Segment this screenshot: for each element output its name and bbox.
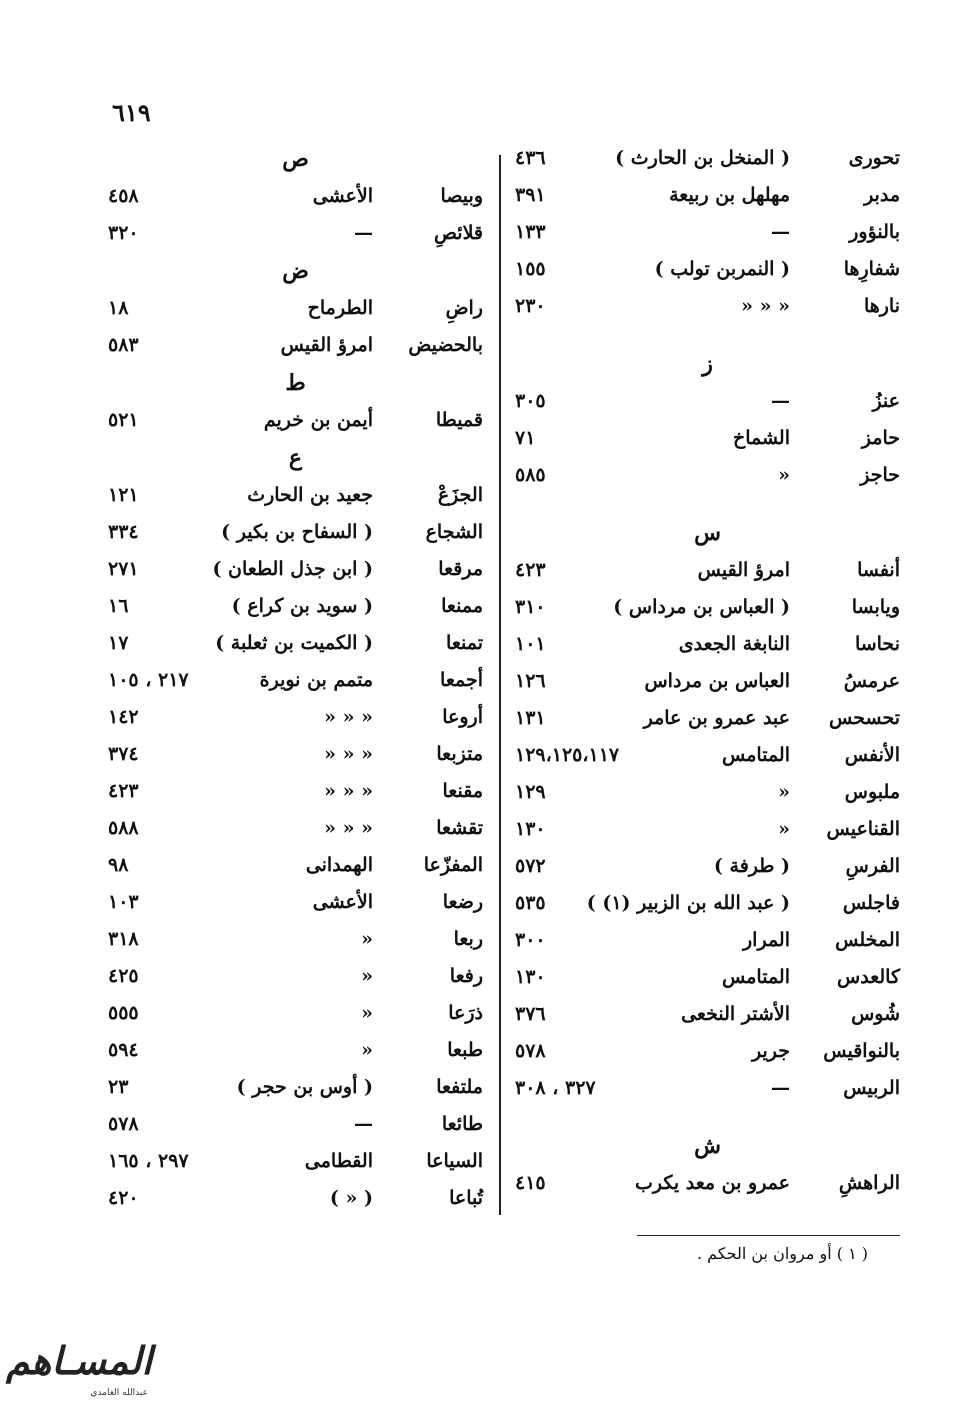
rhyme-word: الجزَعْ — [437, 484, 483, 506]
page-reference: ٧١ — [515, 427, 536, 449]
poet-name: عمرو بن معد يكرب — [634, 1172, 790, 1194]
page-reference: ٣٠٠ — [515, 929, 546, 951]
poet-name: متمم بن نويرة — [259, 669, 373, 691]
section-letter: ط — [285, 370, 306, 396]
rhyme-word: شُوس — [851, 1003, 900, 1025]
index-entry — [515, 457, 900, 494]
page-reference: ١٣٣ — [515, 221, 546, 243]
section-letter: ع — [288, 445, 303, 471]
poet-name: المتامس — [722, 966, 790, 988]
section-letter: ز — [702, 351, 713, 377]
index-entry — [515, 288, 900, 325]
index-entry — [108, 773, 483, 810]
index-entry — [108, 699, 483, 736]
rhyme-word: ملبوس — [844, 781, 900, 803]
page-reference: ٢١٧ ، ١٠٥ — [108, 669, 189, 691]
footnote-rule — [637, 1235, 900, 1236]
rhyme-word: مدبر — [864, 184, 900, 206]
poet-name: — — [354, 222, 373, 244]
page-reference: ١٤٢ — [108, 706, 139, 728]
index-entry — [515, 1070, 900, 1107]
page-reference: ٣١٠ — [515, 596, 546, 618]
poet-name: العباس بن مرداس — [644, 670, 790, 692]
rhyme-word: ربعا — [453, 928, 483, 950]
index-entry — [108, 1032, 483, 1069]
section-letter: ص — [282, 146, 309, 172]
index-entry — [515, 140, 900, 177]
page-reference: ٤٢٣ — [108, 780, 139, 802]
poet-name: « — [361, 965, 373, 987]
page-reference: ١٠٣ — [108, 891, 139, 913]
index-entry — [515, 700, 900, 737]
index-entry — [108, 1143, 483, 1180]
rhyme-word: بالنؤور — [849, 221, 900, 243]
index-entry — [108, 884, 483, 921]
index-entry — [108, 477, 483, 514]
poet-name: ( سويد بن كراع ) — [231, 595, 373, 617]
index-entry — [515, 251, 900, 288]
index-entry — [515, 922, 900, 959]
section-gap — [515, 325, 900, 345]
index-entry — [108, 215, 483, 252]
page-reference: ٢٣٠ — [515, 295, 546, 317]
index-entry — [515, 959, 900, 996]
page-reference: ١٠١ — [515, 633, 546, 655]
rhyme-word: أروعا — [442, 706, 483, 728]
poet-name: امرؤ القيس — [280, 334, 373, 356]
index-entry — [515, 996, 900, 1033]
rhyme-word: متزبعا — [436, 743, 483, 765]
poet-name: المرار — [743, 929, 790, 951]
section-letter: ض — [282, 258, 309, 284]
poet-name: ( السفاح بن بكير ) — [221, 521, 373, 543]
index-entry — [515, 1033, 900, 1070]
rhyme-word: تقشعا — [436, 817, 483, 839]
poet-name: المتامس — [722, 744, 790, 766]
page-reference: ٣١٨ — [108, 928, 139, 950]
page-reference: ٣٣٤ — [108, 521, 139, 543]
index-entry — [108, 810, 483, 847]
rhyme-word: نارها — [863, 295, 900, 317]
index-entry — [515, 383, 900, 420]
rhyme-word: حاجز — [860, 464, 900, 486]
rhyme-word: نحاسا — [854, 633, 900, 655]
stamp-main-text: المسـاهم — [5, 1338, 152, 1383]
poet-name: « « « — [324, 780, 373, 802]
page-reference: ٤٥٨ — [108, 185, 139, 207]
index-entry — [515, 811, 900, 848]
page-reference: ٣٠٥ — [515, 390, 546, 412]
page-reference: ٥٧٢ — [515, 855, 546, 877]
poet-name: « — [361, 1002, 373, 1024]
poet-name: ( أوس بن حجر ) — [236, 1076, 373, 1098]
rhyme-word: تحسحس — [829, 707, 900, 729]
poet-name: امرؤ القيس — [697, 559, 790, 581]
page-reference: ٩٨ — [108, 854, 129, 876]
index-entry — [108, 847, 483, 884]
page-reference: ٥٥٥ — [108, 1002, 139, 1024]
index-entry — [515, 774, 900, 811]
page-reference: ٣٧٦ — [515, 1003, 546, 1025]
poet-name: — — [771, 390, 790, 412]
page-reference: ٣٢٧ ، ٣٠٨ — [515, 1077, 596, 1099]
rhyme-word: مرقعا — [438, 558, 483, 580]
index-entry — [108, 514, 483, 551]
page-number: ٦١٩ — [112, 98, 151, 127]
poet-name: « — [778, 464, 790, 486]
poet-name: الأعشى — [312, 185, 373, 207]
page-reference: ٥٨٨ — [108, 817, 139, 839]
page-reference: ٣٩١ — [515, 184, 546, 206]
rhyme-word: ممنعا — [441, 595, 483, 617]
section-gap — [515, 494, 900, 514]
page-reference: ١٢٦ — [515, 670, 546, 692]
column-divider — [499, 155, 501, 1215]
rhyme-word: أنفسا — [857, 559, 900, 581]
page-reference: ٤١٥ — [515, 1172, 546, 1194]
rhyme-word: تحورى — [848, 147, 900, 169]
rhyme-word: طبعا — [447, 1039, 483, 1061]
poet-name: ( طرفة ) — [713, 855, 790, 877]
library-stamp — [5, 1338, 160, 1408]
poet-name: « « « — [324, 743, 373, 765]
page-reference: ١٥٥ — [515, 258, 546, 280]
page-reference: ٢٩٧ ، ١٦٥ — [108, 1150, 189, 1172]
rhyme-word: عرمسُ — [843, 670, 900, 692]
rhyme-word: الأنفس — [844, 744, 900, 766]
poet-name: الشماخ — [732, 427, 790, 449]
poet-name: ( العباس بن مرداس ) — [613, 596, 790, 618]
poet-name: ( « ) — [329, 1187, 373, 1209]
rhyme-word: مقنعا — [442, 780, 483, 802]
page-reference: ٣٧٤ — [108, 743, 139, 765]
poet-name: الطرماح — [307, 297, 373, 319]
index-entry — [515, 1165, 900, 1202]
page-reference: ٤٢٥ — [108, 965, 139, 987]
rhyme-word: رفعا — [449, 965, 483, 987]
rhyme-word: الفرسِ — [845, 855, 900, 877]
section-gap — [515, 1107, 900, 1127]
page-reference: ١٢١ — [108, 484, 139, 506]
rhyme-word: ملتفعا — [436, 1076, 483, 1098]
stamp-sub-text: عبدالله الغامدي — [90, 1388, 148, 1398]
index-entry — [108, 995, 483, 1032]
rhyme-word: تُباعا — [449, 1187, 483, 1209]
poet-name: « — [778, 818, 790, 840]
page-reference: ٢٣ — [108, 1076, 129, 1098]
page-reference: ١٢٩،١٢٥،١١٧ — [515, 744, 620, 766]
rhyme-word: المخلس — [835, 929, 900, 951]
index-entry — [108, 551, 483, 588]
index-entry — [515, 420, 900, 457]
rhyme-word: شفارِها — [843, 258, 900, 280]
page-reference: ٣٢٠ — [108, 222, 139, 244]
index-entry — [108, 1180, 483, 1217]
poet-name: « « « — [324, 817, 373, 839]
rhyme-word: عنزُ — [872, 390, 900, 412]
rhyme-word: كالعدس — [837, 966, 900, 988]
page-reference: ٥٣٥ — [515, 892, 546, 914]
page-reference: ١٢٩ — [515, 781, 546, 803]
poet-name: ( المنخل بن الحارث ) — [615, 147, 790, 169]
rhyme-word: راضِ — [445, 297, 483, 319]
page-reference: ٥٧٨ — [515, 1040, 546, 1062]
index-entry — [515, 663, 900, 700]
poet-name: أيمن بن خريم — [263, 409, 373, 431]
rhyme-word: حامز — [861, 427, 900, 449]
poet-name: ( الكميت بن ثعلبة ) — [215, 632, 373, 654]
poet-name: الأشتر النخعى — [681, 1003, 790, 1025]
page-reference: ٤٣٦ — [515, 147, 546, 169]
index-entry — [108, 958, 483, 995]
rhyme-word: المفزّعا — [423, 854, 483, 876]
rhyme-word: وبيصا — [440, 185, 483, 207]
page-reference: ١٣١ — [515, 707, 546, 729]
index-entry — [108, 327, 483, 364]
index-entry — [515, 214, 900, 251]
rhyme-word: الربيس — [843, 1077, 900, 1099]
page-reference: ٥٧٨ — [108, 1113, 139, 1135]
page-reference: ١٨ — [108, 297, 129, 319]
page-reference: ٥٩٤ — [108, 1039, 139, 1061]
poet-name: الأعشى — [312, 891, 373, 913]
poet-name: ( النمربن تولب ) — [654, 258, 790, 280]
poet-name: — — [771, 221, 790, 243]
rhyme-word: الشجاع — [425, 521, 483, 543]
index-entry — [108, 290, 483, 327]
index-entry — [515, 589, 900, 626]
page-reference: ٢٧١ — [108, 558, 139, 580]
page-reference: ٥٢١ — [108, 409, 139, 431]
index-entry — [515, 885, 900, 922]
poet-name: — — [354, 1113, 373, 1135]
rhyme-word: أجمعا — [440, 669, 483, 691]
poet-name: ( عبد الله بن الزبير (١) ) — [586, 892, 790, 914]
poet-name: « « « — [741, 295, 790, 317]
poet-name: « — [361, 1039, 373, 1061]
poet-name: جعيد بن الحارث — [247, 484, 373, 506]
index-column-right — [515, 140, 900, 1202]
rhyme-word: قلائصِ — [434, 222, 483, 244]
page-reference: ١٦ — [108, 595, 129, 617]
poet-name: — — [771, 1077, 790, 1099]
rhyme-word: السياعا — [426, 1150, 483, 1172]
page-reference: ٤٢٣ — [515, 559, 546, 581]
page-reference: ١٣٠ — [515, 966, 546, 988]
section-letter: س — [694, 520, 721, 546]
index-entry — [108, 1069, 483, 1106]
index-entry — [108, 402, 483, 439]
index-entry — [108, 662, 483, 699]
index-entry — [108, 178, 483, 215]
rhyme-word: الراهشِ — [838, 1172, 900, 1194]
poet-name: مهلهل بن ربيعة — [669, 184, 790, 206]
index-entry — [515, 552, 900, 589]
poet-name: النابغة الجعدى — [678, 633, 790, 655]
poet-name: الهمدانى — [305, 854, 373, 876]
index-entry — [108, 736, 483, 773]
rhyme-word: القناعيس — [826, 818, 900, 840]
index-entry — [108, 588, 483, 625]
section-letter: ش — [694, 1133, 721, 1159]
rhyme-word: بالنواقيس — [823, 1040, 900, 1062]
index-entry — [515, 848, 900, 885]
page-reference: ١٧ — [108, 632, 129, 654]
index-entry — [515, 737, 900, 774]
rhyme-word: رضعا — [442, 891, 483, 913]
rhyme-word: تمنعا — [446, 632, 483, 654]
poet-name: ( ابن جذل الطعان ) — [212, 558, 373, 580]
index-column-left — [108, 140, 483, 1217]
poet-name: « — [361, 928, 373, 950]
index-entry — [108, 1106, 483, 1143]
rhyme-word: بالحضيض — [408, 334, 483, 356]
page-reference: ٥٨٥ — [515, 464, 546, 486]
poet-name: « — [778, 781, 790, 803]
poet-name: عبد عمرو بن عامر — [643, 707, 790, 729]
poet-name: « « « — [324, 706, 373, 728]
index-entry — [108, 625, 483, 662]
index-entry — [515, 177, 900, 214]
page-reference: ١٣٠ — [515, 818, 546, 840]
poet-name: جرير — [752, 1040, 790, 1062]
rhyme-word: طائعا — [441, 1113, 483, 1135]
rhyme-word: ذرَعا — [448, 1002, 483, 1024]
index-entry — [108, 921, 483, 958]
page-reference: ٥٨٣ — [108, 334, 139, 356]
index-entry — [515, 626, 900, 663]
rhyme-word: فاجلس — [842, 892, 900, 914]
poet-name: القطامى — [304, 1150, 373, 1172]
page-reference: ٤٢٠ — [108, 1187, 139, 1209]
rhyme-word: ويابسا — [851, 596, 900, 618]
rhyme-word: قميطا — [435, 409, 483, 431]
footnote: ( ١ ) أو مروان بن الحكم . — [696, 1244, 868, 1263]
